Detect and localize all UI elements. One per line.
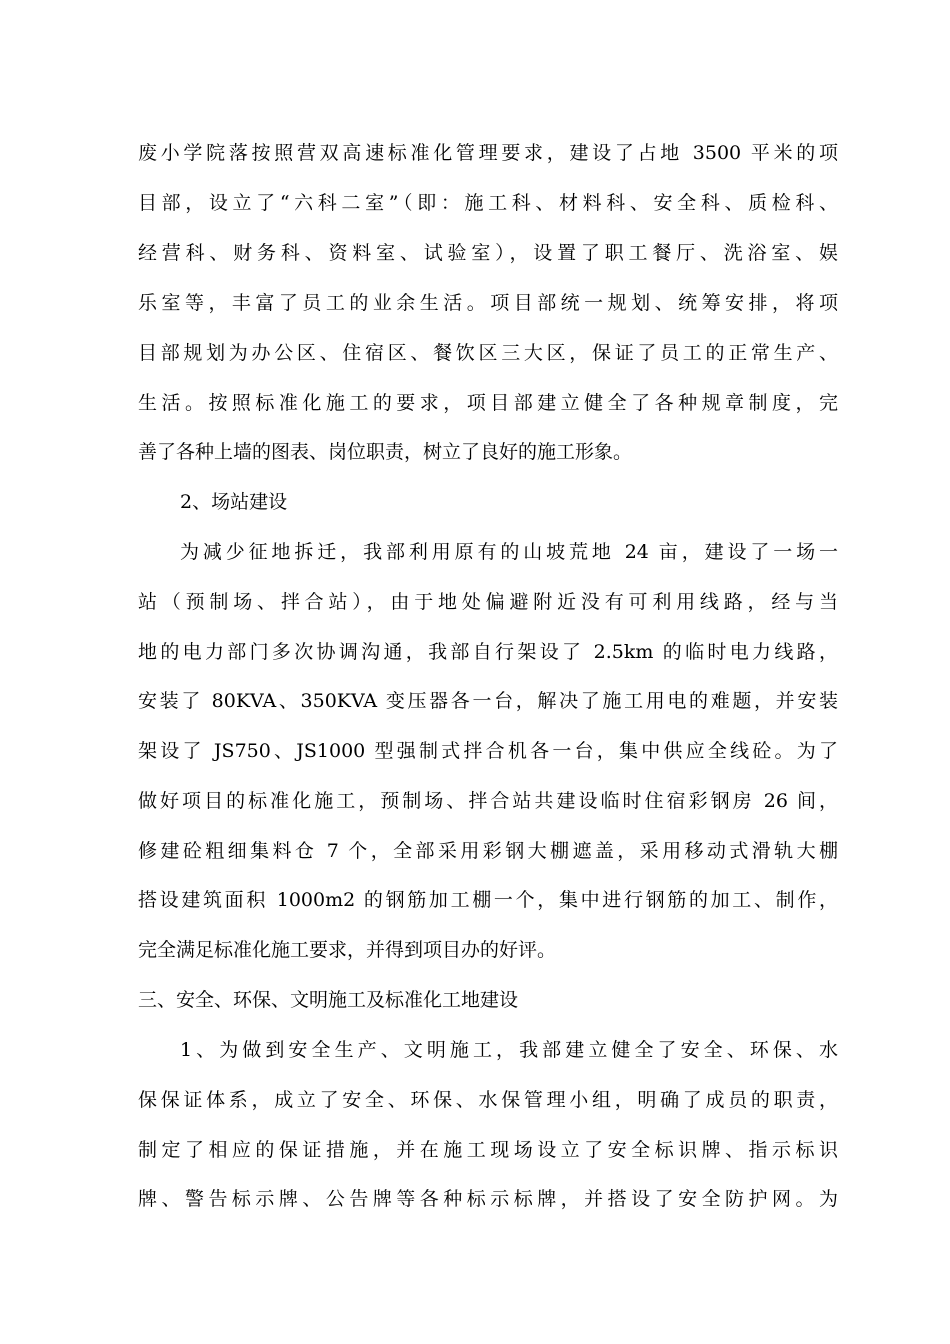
text-line: 做好项目的标准化施工，预制场、拌合站共建设临时住宿彩钢房 26 间， — [138, 790, 838, 812]
text-line: 安装了 80KVA、350KVA 变压器各一台，解决了施工用电的难题，并安装 — [138, 690, 838, 712]
text-line: 修建砼粗细集料仓 7 个，全部采用彩钢大棚遮盖，采用移动式滑轨大棚 — [138, 840, 838, 862]
text-line: 为减少征地拆迁，我部利用原有的山坡荒地 24 亩，建设了一场一 — [180, 541, 838, 563]
section-heading: 2、场站建设 — [180, 491, 288, 513]
text-line: 站（预制场、拌合站），由于地处偏避附近没有可利用线路，经与当 — [138, 591, 838, 613]
text-line: 保保证体系，成立了安全、环保、水保管理小组，明确了成员的职责， — [138, 1089, 838, 1111]
text-line: 制定了相应的保证措施，并在施工现场设立了安全标识牌、指示标识 — [138, 1139, 838, 1161]
text-line: 牌、警告标示牌、公告牌等各种标示标牌，并搭设了安全防护网。为 — [138, 1188, 838, 1210]
text-line: 废小学院落按照营双高速标准化管理要求，建设了占地 3500 平米的项 — [138, 142, 838, 164]
text-line: 1、为做到安全生产、文明施工，我部建立健全了安全、环保、水 — [180, 1039, 838, 1061]
text-line: 完全满足标准化施工要求，并得到项目办的好评。 — [138, 939, 557, 961]
text-line: 目部规划为办公区、住宿区、餐饮区三大区，保证了员工的正常生产、 — [138, 342, 838, 364]
text-line: 经营科、财务科、资料室、试验室），设置了职工餐厅、洗浴室、娱 — [138, 242, 838, 264]
text-line: 地的电力部门多次协调沟通，我部自行架设了 2.5km 的临时电力线路， — [138, 641, 838, 663]
text-line: 搭设建筑面积 1000m2 的钢筋加工棚一个，集中进行钢筋的加工、制作， — [138, 889, 838, 911]
text-line: 善了各种上墙的图表、岗位职责，树立了良好的施工形象。 — [138, 441, 633, 463]
text-line: 生活。按照标准化施工的要求，项目部建立健全了各种规章制度，完 — [138, 392, 838, 414]
section-heading: 三、安全、环保、文明施工及标准化工地建设 — [138, 989, 519, 1011]
text-line: 乐室等，丰富了员工的业余生活。项目部统一规划、统筹安排，将项 — [138, 292, 838, 314]
text-line: 架设了 JS750、JS1000 型强制式拌合机各一台，集中供应全线砼。为了 — [138, 740, 838, 762]
text-line: 目部，设立了“六科二室”（即：施工科、材料科、安全科、质检科、 — [138, 192, 838, 214]
